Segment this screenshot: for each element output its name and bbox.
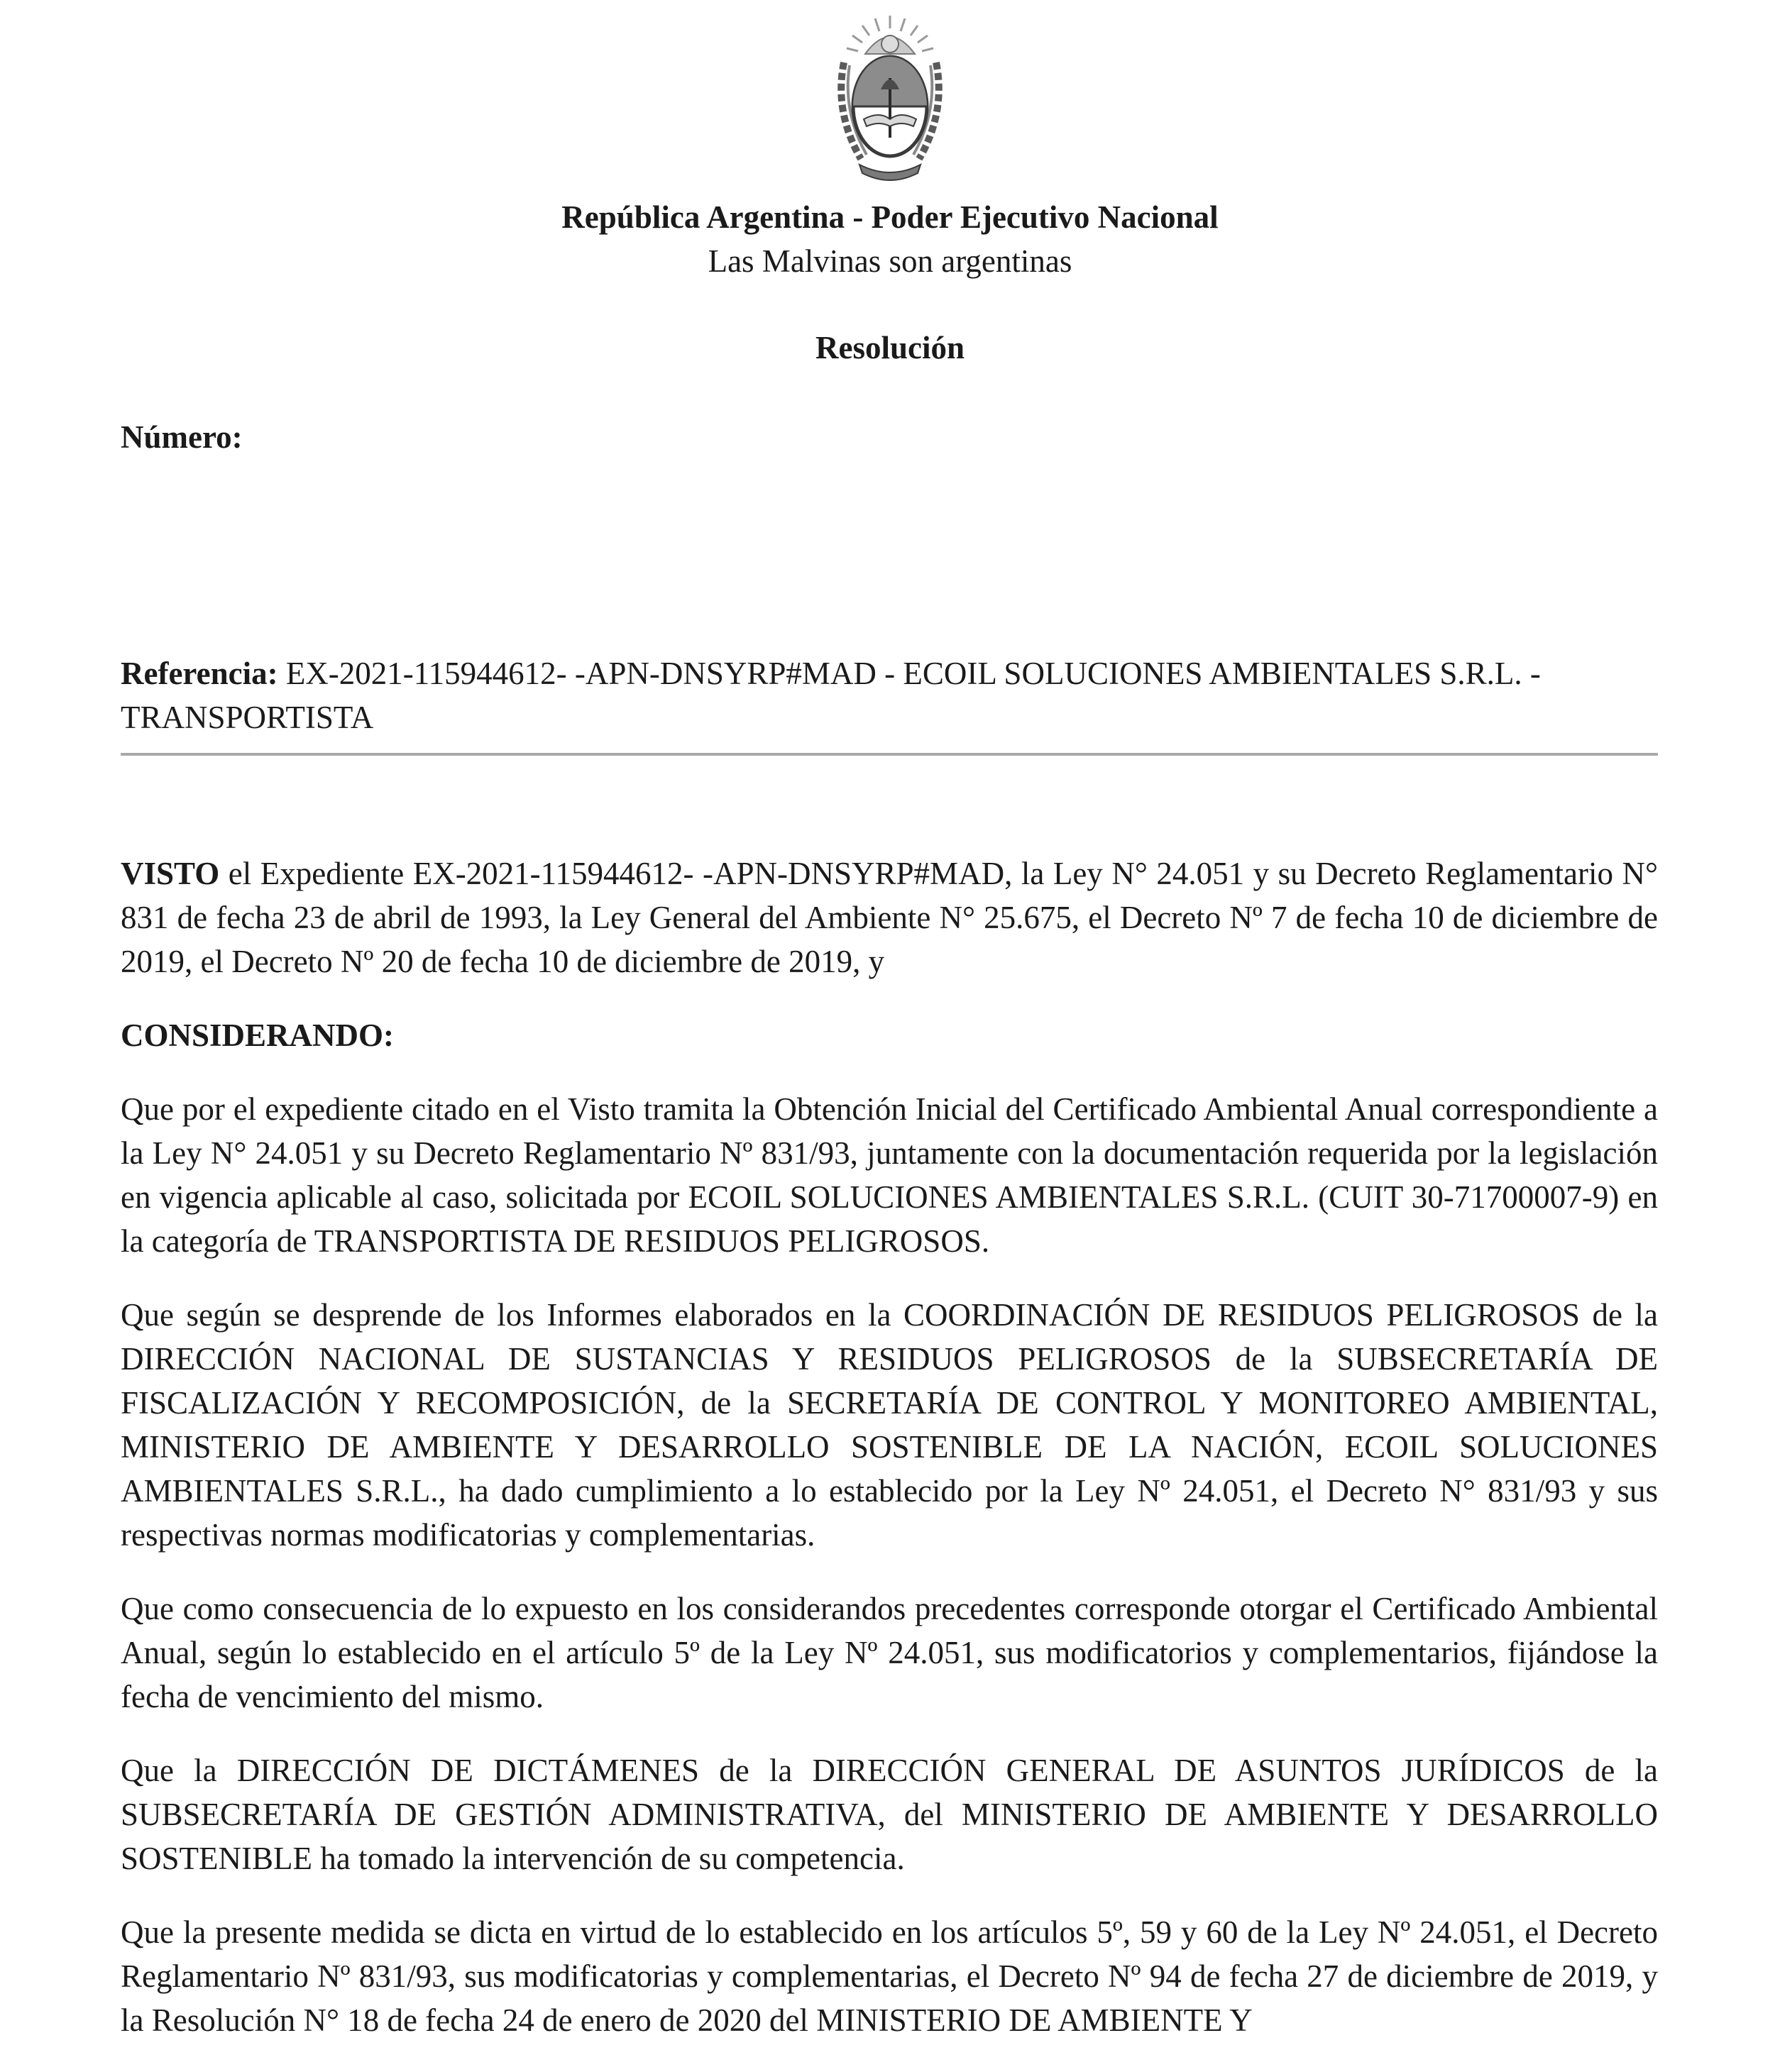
header-motto: Las Malvinas son argentinas bbox=[708, 243, 1072, 279]
header-title: República Argentina - Poder Ejecutivo Nacional bbox=[561, 199, 1219, 235]
visto-text: el Expediente EX-2021-115944612- -APN-DNSYRP#MAD, la Ley N° 24.051 y su Decreto Reglamentario N° 831 de fecha 23 de abril de 1993, la Ley General del Ambiente N° 25.675, el Decreto Nº 7 de fecha 10 de diciembre de 2019, el Decreto Nº 20 de fecha 10 de diciembre de 2019, y bbox=[121, 856, 1659, 979]
considerando-paragraph-2: Que según se desprende de los Informes elaborados en la COORDINACIÓN DE RESIDUOS PELIGROSOS de la DIRECCIÓN NACIONAL DE SUSTANCIAS Y RESIDUOS PELIGROSOS de la SUBSECRETARÍA DE FISCALIZACIÓN Y RECOMPOSICIÓN, de la SECRETARÍA DE CONTROL Y MONITOREO AMBIENTAL, MINISTERIO DE AMBIENTE Y DESARROLLO SOSTENIBLE DE LA NACIÓN, ECOIL SOLUCIONES AMBIENTALES S.R.L., ha dado cumplimiento a lo establecido por la Ley Nº 24.051, el Decreto N° 831/93 y sus respectivas normas modificatorias y complementarias. bbox=[121, 1297, 1658, 1553]
referencia-text: EX-2021-115944612- -APN-DNSYRP#MAD - ECOIL SOLUCIONES AMBIENTALES S.R.L. - TRANSPORTISTA bbox=[121, 656, 1541, 735]
referencia-label: Referencia: bbox=[121, 656, 278, 691]
document-body bbox=[121, 852, 1658, 2072]
visto-paragraph bbox=[121, 852, 1658, 983]
visto-lead: VISTO bbox=[121, 856, 220, 891]
coat-of-arms-seal bbox=[824, 13, 956, 192]
referencia-block bbox=[121, 651, 1658, 739]
considerando-paragraph-3: Que como consecuencia de lo expuesto en los considerandos precedentes corresponde otorgar el Certificado Ambiental Anual, según lo establecido en el artículo 5º de la Ley Nº 24.051, sus modificatorios y complementarios, fijándose la fecha de vencimiento del mismo. bbox=[121, 1591, 1658, 1714]
document-type: Resolución bbox=[815, 330, 965, 365]
header-divider bbox=[121, 753, 1658, 756]
considerando-heading: CONSIDERANDO: bbox=[121, 1018, 395, 1053]
numero-label: Número: bbox=[121, 419, 243, 455]
considerando-paragraph-4: Que la DIRECCIÓN DE DICTÁMENES de la DIRECCIÓN GENERAL DE ASUNTOS JURÍDICOS de la SUBSECRETARÍA DE GESTIÓN ADMINISTRATIVA, del MINISTERIO DE AMBIENTE Y DESARROLLO SOSTENIBLE ha tomado la intervención de su competencia. bbox=[121, 1753, 1658, 1876]
considerando-paragraph-5: Que la presente medida se dicta en virtud de lo establecido en los artículos 5º, 59 y 60 de la Ley Nº 24.051, el Decreto Reglamentario Nº 831/93, sus modificatorias y complementarias, el Decreto Nº 94 de fecha 27 de diciembre de 2019, y la Resolución N° 18 de fecha 24 de enero de 2020 del MINISTERIO DE AMBIENTE Y bbox=[121, 1914, 1658, 2038]
considerando-paragraph-1: Que por el expediente citado en el Visto tramita la Obtención Inicial del Certificado Ambiental Anual correspondiente a la Ley N° 24.051 y su Decreto Reglamentario Nº 831/93, juntamente con la documentación requerida por la legislación en vigencia aplicable al caso, solicitada por ECOIL SOLUCIONES AMBIENTALES S.R.L. (CUIT 30-71700007-9) en la categoría de TRANSPORTISTA DE RESIDUOS PELIGROSOS. bbox=[121, 1091, 1658, 1259]
